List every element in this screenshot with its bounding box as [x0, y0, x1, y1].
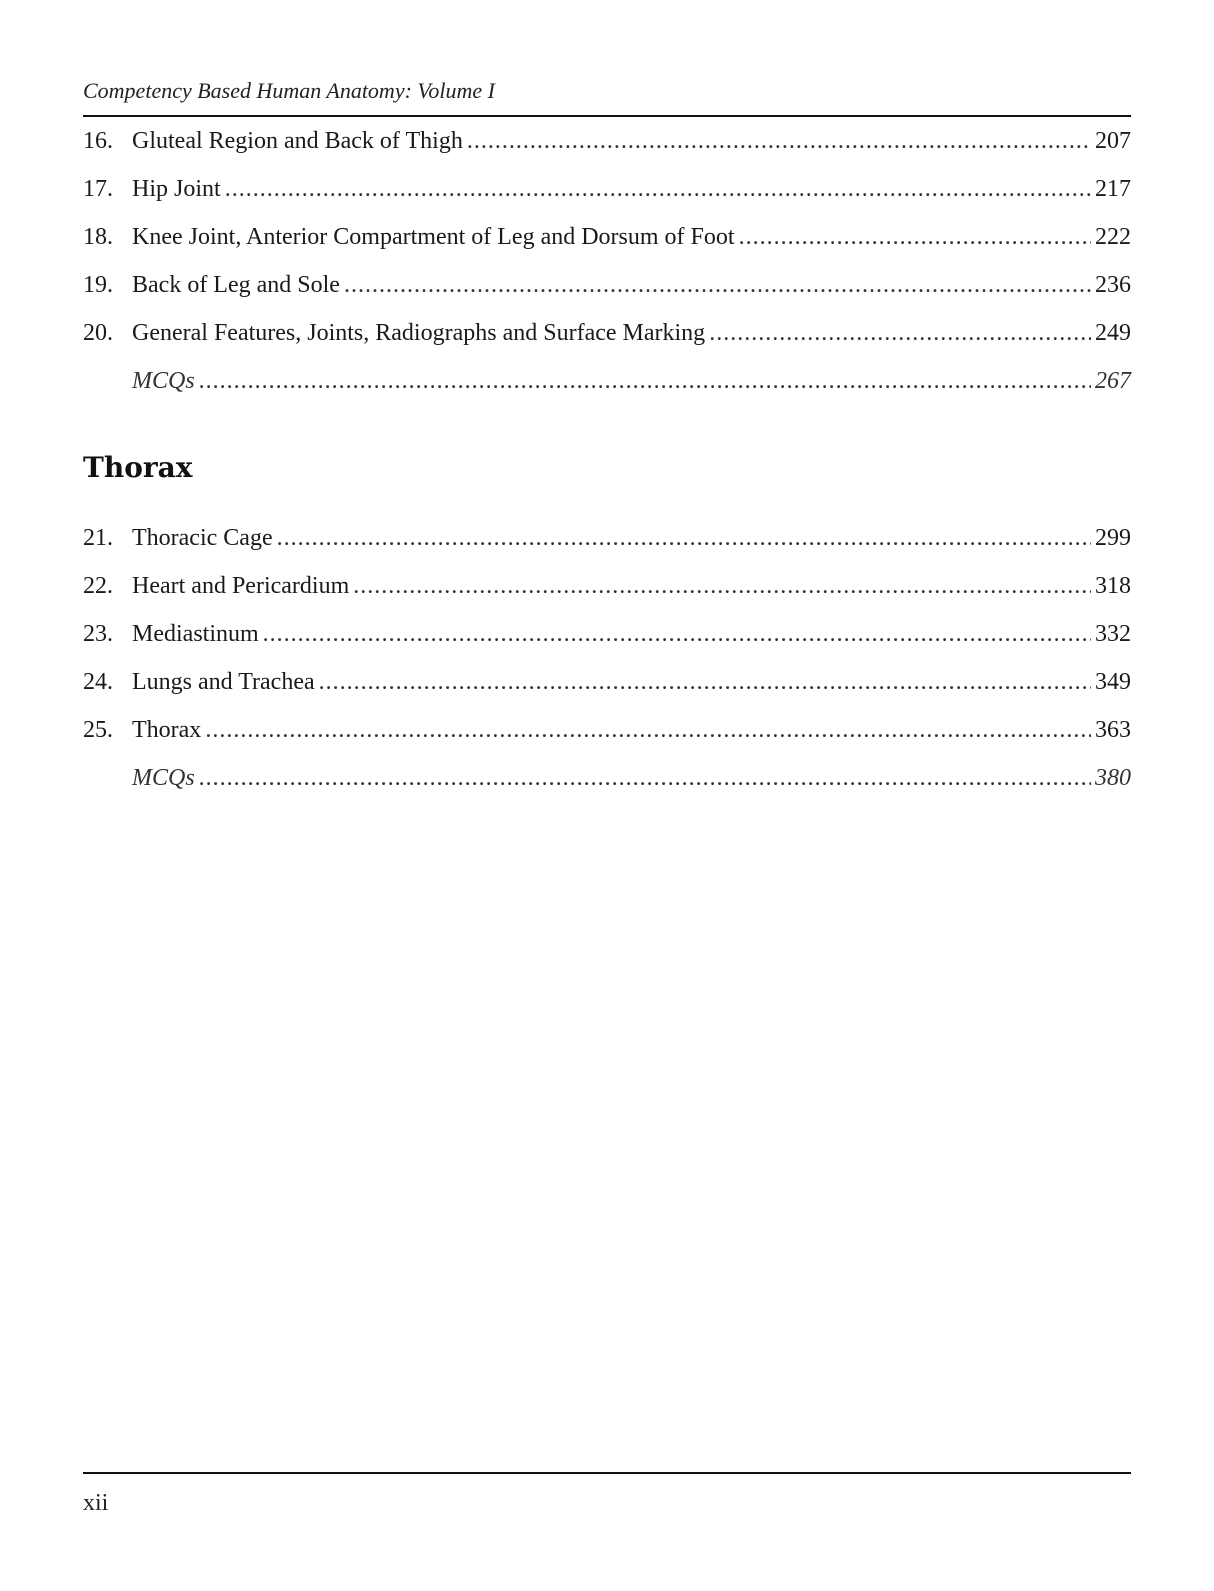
toc-number: 16. [83, 128, 113, 154]
toc-entry-mcqs[interactable] [83, 754, 1131, 802]
dot-leader [319, 658, 1091, 706]
dot-leader [467, 117, 1091, 165]
toc-page-number: 299 [1095, 525, 1131, 551]
toc-title: MCQs [132, 765, 195, 791]
dot-leader [709, 309, 1091, 357]
dot-leader [199, 754, 1091, 802]
toc-entry[interactable] [83, 706, 1131, 754]
toc-entry[interactable] [83, 165, 1131, 213]
toc-entry[interactable] [83, 610, 1131, 658]
dot-leader [225, 165, 1091, 213]
toc-page-number: 349 [1095, 669, 1131, 695]
toc-entry[interactable] [83, 117, 1131, 165]
toc-page-number: 267 [1095, 368, 1131, 394]
dot-leader [263, 610, 1091, 658]
toc-number: 22. [83, 573, 113, 599]
section-heading-thorax: Thorax [83, 451, 193, 484]
toc-list-thorax [83, 514, 1131, 802]
toc-page-number: 207 [1095, 128, 1131, 154]
toc-title: Hip Joint [132, 176, 221, 202]
toc-entry[interactable] [83, 514, 1131, 562]
toc-page-number: 222 [1095, 224, 1131, 250]
toc-entry[interactable] [83, 261, 1131, 309]
toc-number: 24. [83, 669, 113, 695]
page-folio: xii [83, 1490, 109, 1516]
running-head: Competency Based Human Anatomy: Volume I [83, 78, 495, 103]
toc-title: Thorax [132, 717, 202, 743]
toc-entry[interactable] [83, 658, 1131, 706]
toc-title: General Features, Joints, Radiographs and Surface Marking [132, 320, 706, 346]
footer-rule [83, 1472, 1131, 1474]
toc-number: 20. [83, 320, 113, 346]
toc-title: Back of Leg and Sole [132, 272, 340, 298]
dot-leader [353, 562, 1091, 610]
toc-title: Gluteal Region and Back of Thigh [132, 128, 463, 154]
toc-page-number: 217 [1095, 176, 1131, 202]
toc-title: Heart and Pericardium [132, 573, 350, 599]
dot-leader [199, 357, 1091, 405]
toc-page-number: 380 [1095, 765, 1131, 791]
toc-entry[interactable] [83, 309, 1131, 357]
toc-number: 25. [83, 717, 113, 743]
toc-list-continued [83, 117, 1131, 405]
toc-number: 21. [83, 525, 113, 551]
dot-leader [277, 514, 1091, 562]
toc-page-number: 318 [1095, 573, 1131, 599]
toc-page-number: 332 [1095, 621, 1131, 647]
toc-entry-mcqs[interactable] [83, 357, 1131, 405]
toc-title: Lungs and Trachea [132, 669, 315, 695]
toc-page-number: 249 [1095, 320, 1131, 346]
toc-number: 18. [83, 224, 113, 250]
toc-page-number: 363 [1095, 717, 1131, 743]
toc-title: Thoracic Cage [132, 525, 273, 551]
dot-leader [739, 213, 1091, 261]
toc-title: Mediastinum [132, 621, 259, 647]
dot-leader [344, 261, 1091, 309]
toc-entry[interactable] [83, 213, 1131, 261]
toc-number: 23. [83, 621, 113, 647]
toc-number: 19. [83, 272, 113, 298]
toc-number: 17. [83, 176, 113, 202]
toc-title: MCQs [132, 368, 195, 394]
dot-leader [205, 706, 1091, 754]
toc-title: Knee Joint, Anterior Compartment of Leg and Dorsum of Foot [132, 224, 735, 250]
toc-entry[interactable] [83, 562, 1131, 610]
toc-page-number: 236 [1095, 272, 1131, 298]
